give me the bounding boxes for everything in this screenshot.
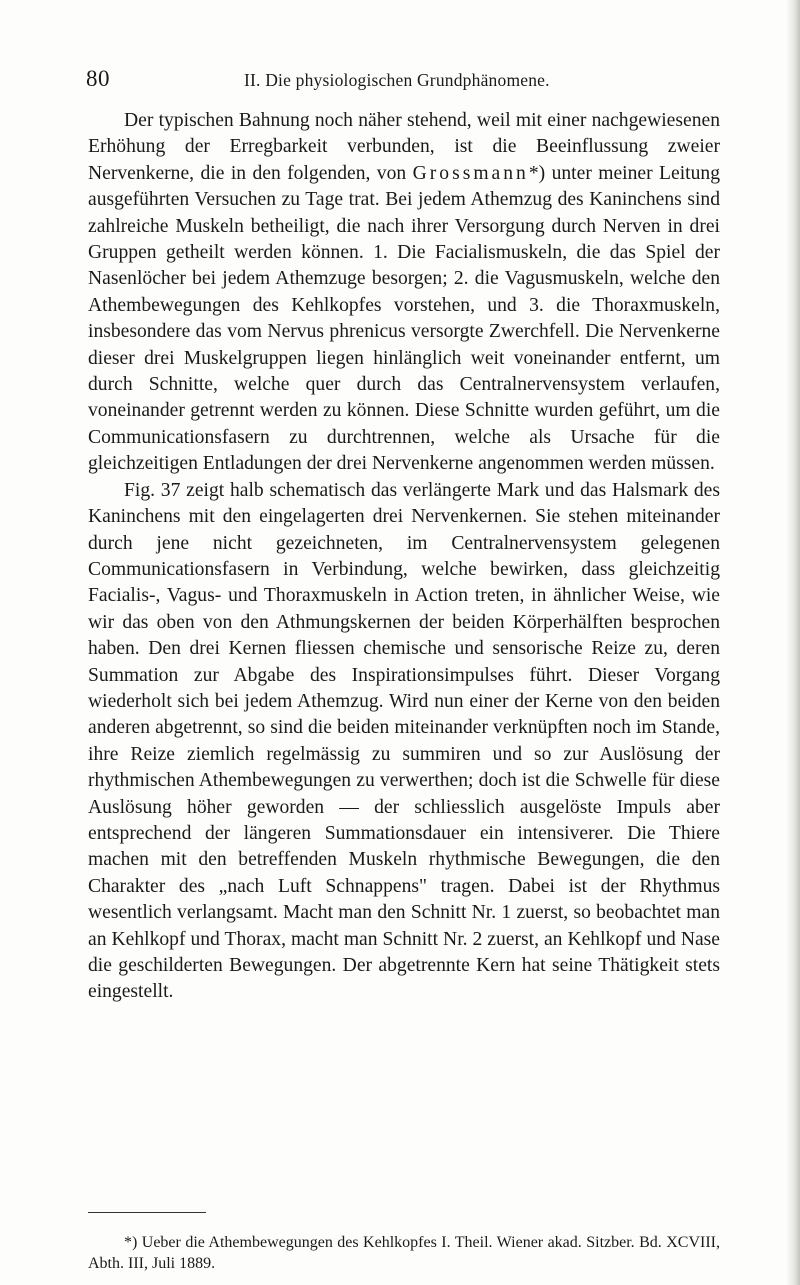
paragraph-2: Fig. 37 zeigt halb schematisch das verlängerte Mark und das Halsmark des Kaninchens mit den eingelagerten drei Nervenkernen. Sie stehen miteinander durch jene nicht gezeichneten, im Centralnervensystem gelegenen Communicationsfasern in Verbindung, welche bewirken, dass gleichzeitig Facialis-, Vagus- und Thoraxmuskeln in Action treten, in ähnlicher Weise, wie wir das oben von den Athmungskernen der beiden Körperhälften besprochen haben. Den drei Kernen fliessen chemische und sensorische Reize zu, deren Summation zur Abgabe des Inspirationsimpulses führt. Dieser Vorgang wiederholt sich bei jedem Athemzug. Wird nun einer der Kerne von den beiden anderen abgetrennt, so sind die beiden miteinander verknüpften noch im Stande, ihre Reize ziemlich regelmässig zu summiren und so zur Auslösung der rhythmischen Athembewegungen zu verwerthen; doch ist die Schwelle für diese Auslösung höher geworden — der schliesslich ausgelöste Impuls aber entsprechend der längeren Summationsdauer ein intensiverer. Die Thiere machen mit den betreffenden Muskeln rhythmische Bewegungen, die den Charakter des „nach Luft Schnappens" tragen. Dabei ist der Rhythmus wesentlich verlangsamt. Macht man den Schnitt Nr. 1 zuerst, so beobachtet man an Kehlkopf und Thorax, macht man Schnitt Nr. 2 zuerst, an Kehlkopf und Nase die geschilderten Bewegungen. Der abgetrennte Kern hat seine Thätigkeit stets eingestellt. (88, 479, 720, 1003)
page-number: 80 (86, 66, 110, 91)
footnote-divider (88, 1212, 206, 1213)
page-header (86, 66, 726, 98)
paragraph-1-text-before: Der typischen Bahnung noch näher stehend, weil mit einer nachgewiesenen Erhöhung der Erregbarkeit verbunden, ist die Beeinflussung zweier Nervenkerne, die in den folgenden, von (88, 110, 720, 184)
paragraph-1 (88, 108, 720, 478)
author-name-gross-mann: Grossmann (412, 162, 529, 184)
running-title: II. Die physiologischen Grundphänomene. (244, 70, 550, 90)
paragraph-1-text-after: *) unter meiner Leitung ausgeführten Versuchen zu Tage trat. Bei jedem Athemzug des Kaninchens sind zahlreiche Muskeln betheiligt, die nach ihrer Versorgung durch Nerven in drei Gruppen getheilt werden können. 1. Die Facialismuskeln, die das Spiel der Nasenlöcher bei jedem Athemzuge besorgen; 2. die Vagusmuskeln, welche den Athembewegungen des Kehlkopfes vorstehen, und 3. die Thoraxmuskeln, insbesondere das vom Nervus phrenicus versorgte Zwerchfell. Die Nervenkerne dieser drei Muskelgruppen liegen hinlänglich weit voneinander entfernt, um durch Schnitte, welche quer durch das Centralnervensystem verlaufen, voneinander getrennt werden zu können. Diese Schnitte wurden geführt, um die Communicationsfasern zu durchtrennen, welche als Ursache für die gleichzeitigen Entladungen der drei Nervenkerne angenommen werden müssen. (88, 162, 720, 475)
body-text (88, 108, 720, 1006)
footnote: *) Ueber die Athembewegungen des Kehlkopfes I. Theil. Wiener akad. Sitzber. Bd. XCVIII, Abth. III, Juli 1889. (88, 1234, 720, 1272)
page-edge-shadow (786, 0, 800, 1285)
